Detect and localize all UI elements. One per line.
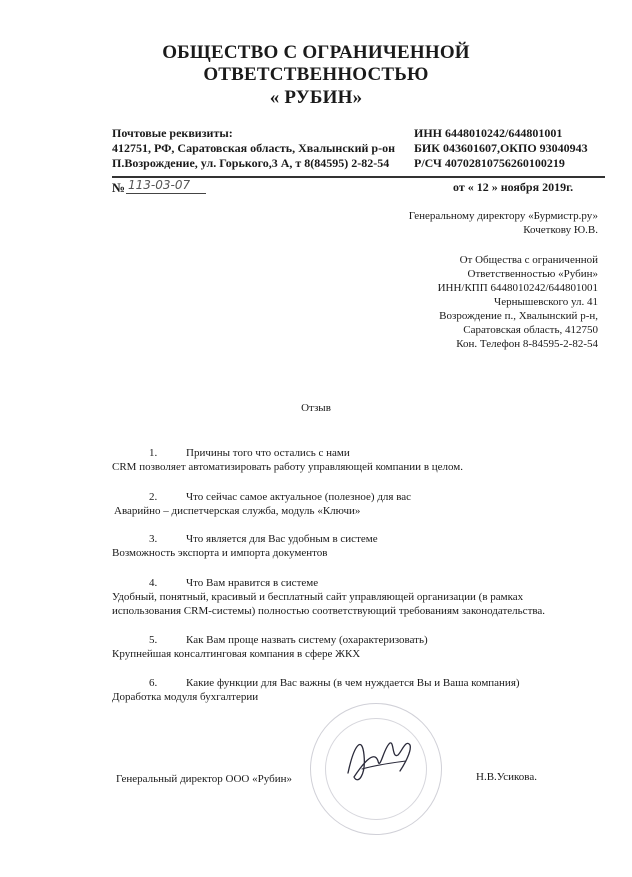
item-3-question: Что является для Вас удобным в системе xyxy=(186,533,378,545)
signature-mark xyxy=(340,725,420,795)
item-6-number: 6. xyxy=(149,677,158,689)
item-4-question: Что Вам нравится в системе xyxy=(186,577,319,589)
requisites-street: П.Возрождение, ул. Горького,3 А, т 8(84595) 2-82-54 xyxy=(112,156,390,170)
item-6-question: Какие функции для Вас важны (в чем нуждается Вы и Ваша компания) xyxy=(186,677,520,689)
item-2-answer: Аварийно – диспетчерская служба, модуль «Ключи» xyxy=(114,505,361,517)
requisites-bik: БИК 043601607,ОКПО 93040943 xyxy=(414,141,588,155)
item-1-answer: CRM позволяет автоматизировать работу управляющей компании в целом. xyxy=(112,461,464,473)
sender-line1: От Общества с ограниченной xyxy=(459,254,598,266)
doc-date: от « 12 » ноября 2019г. xyxy=(453,180,574,194)
sender-line5: Возрождение п., Хвалынский р-н, xyxy=(439,310,598,322)
signatory-name: Н.В.Усикова. xyxy=(476,771,537,783)
doc-number-handwritten: 113-03-07 xyxy=(128,178,191,192)
requisites-inn: ИНН 6448010242/644801001 xyxy=(414,126,563,140)
document-heading: Отзыв xyxy=(301,402,331,414)
item-6-answer: Доработка модуля бухгалтерии xyxy=(112,691,259,703)
doc-number-label: № xyxy=(112,180,126,195)
requisites-account: Р/СЧ 40702810756260100219 xyxy=(414,156,565,170)
company-name-line1: ОБЩЕСТВО С ОГРАНИЧЕННОЙ xyxy=(162,42,470,63)
doc-number-underline xyxy=(126,193,206,194)
signatory-position: Генеральный директор ООО «Рубин» xyxy=(116,773,292,785)
addressee-line1: Генеральному директору «Бурмистр.ру» xyxy=(408,210,598,222)
sender-line4: Чернышевского ул. 41 xyxy=(494,296,598,308)
item-3-answer: Возможность экспорта и импорта документов xyxy=(112,547,328,559)
sender-line7: Кон. Телефон 8-84595-2-82-54 xyxy=(456,338,598,350)
item-4-answer-line2: использования CRM-системы) полностью соответствующий требованиям законодательства. xyxy=(112,605,546,617)
item-1-question: Причины того что остались с нами xyxy=(186,447,350,459)
sender-line6: Саратовская область, 412750 xyxy=(463,324,598,336)
company-name-line2: ОТВЕТСТВЕННОСТЬЮ xyxy=(203,64,429,85)
company-name-line3: « РУБИН» xyxy=(269,87,363,108)
addressee-line2: Кочеткову Ю.В. xyxy=(523,224,598,236)
sender-line2: Ответственностью «Рубин» xyxy=(467,268,598,280)
item-1-number: 1. xyxy=(149,447,158,459)
item-5-answer: Крупнейшая консалтинговая компания в сфере ЖКХ xyxy=(112,648,361,660)
item-4-answer-line1: Удобный, понятный, красивый и бесплатный сайт управляющей организации (в рамках xyxy=(112,591,524,603)
item-3-number: 3. xyxy=(149,533,158,545)
item-2-question: Что сейчас самое актуальное (полезное) для вас xyxy=(186,491,412,503)
requisites-address: 412751, РФ, Саратовская область, Хвалынский р-он xyxy=(112,141,395,155)
sender-line3: ИНН/КПП 6448010242/644801001 xyxy=(437,282,598,294)
item-5-question: Как Вам проще назвать систему (охарактеризовать) xyxy=(186,634,428,646)
item-4-number: 4. xyxy=(149,577,158,589)
item-5-number: 5. xyxy=(149,634,158,646)
item-2-number: 2. xyxy=(149,491,158,503)
requisites-label: Почтовые реквизиты: xyxy=(112,126,233,140)
